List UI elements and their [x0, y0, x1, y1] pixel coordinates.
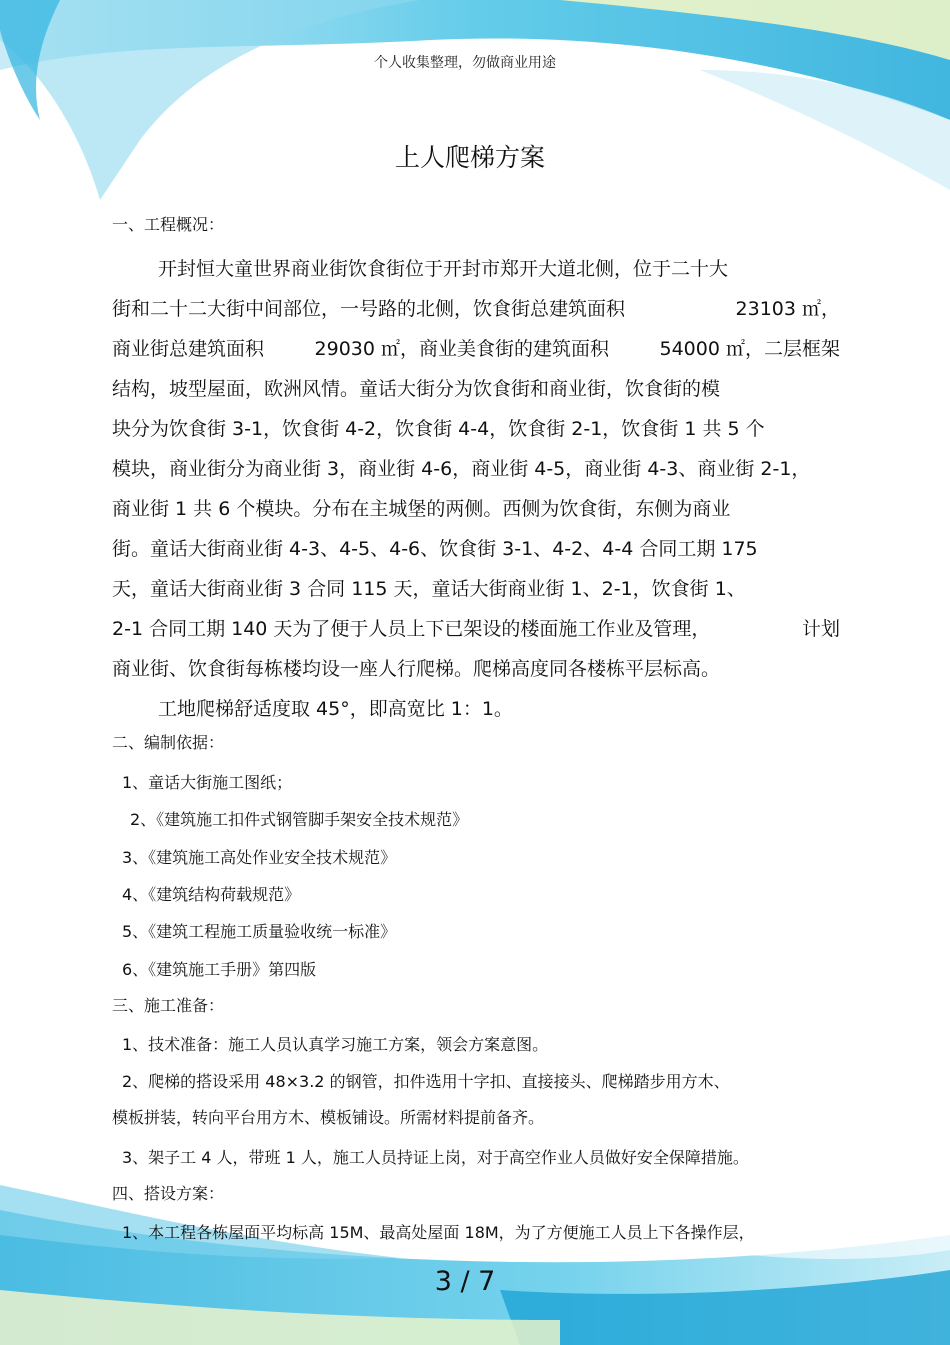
- paragraph-line: 开封恒大童世界商业街饮食街位于开封市郑开大道北侧，位于二十大: [158, 258, 729, 280]
- text-segment: 54000 ㎡，二层框架: [659, 338, 840, 360]
- paragraph-line: 商业街、饮食街每栋楼均设一座人行爬梯。爬梯高度同各楼栋平层标高。: [112, 658, 721, 680]
- list-item: 1、技术准备：施工人员认真学习施工方案，领会方案意图。: [122, 1035, 549, 1054]
- paragraph-line: 商业街 1 共 6 个模块。分布在主城堡的两侧。西侧为饮食街，东侧为商业: [112, 498, 731, 520]
- paragraph-line: 结构，坡型屋面，欧洲风情。童话大街分为饮食街和商业街，饮食街的模: [112, 378, 721, 400]
- section-heading-plan: 四、搭设方案：: [112, 1184, 225, 1203]
- list-item-continuation: 模板拼装，转向平台用方木、模板铺设。所需材料提前备齐。: [112, 1108, 545, 1127]
- text-segment: 商业街总建筑面积: [112, 338, 265, 360]
- list-item: 1、本工程各栋屋面平均标高 15M、最高处屋面 18M，为了方便施工人员上下各操作层，: [122, 1223, 755, 1242]
- list-item: 6、《建筑施工手册》第四版: [122, 960, 317, 979]
- page-title: 上人爬梯方案: [394, 143, 545, 172]
- section-heading-prep: 三、施工准备：: [112, 996, 225, 1015]
- section-heading-overview: 一、工程概况：: [112, 215, 225, 234]
- list-item: 2、《建筑施工扣件式钢管脚手架安全技术规范》: [130, 810, 469, 829]
- list-item: 1、童话大街施工图纸；: [122, 773, 293, 792]
- paragraph-line: [112, 614, 840, 641]
- text-segment: 29030 ㎡，商业美食街的建筑面积: [314, 338, 609, 360]
- paragraph-line: 模块，商业街分为商业街 3，商业街 4-6，商业街 4-5，商业街 4-3、商业街 2-1，: [112, 458, 811, 480]
- list-item: 4、《建筑结构荷载规范》: [122, 885, 301, 904]
- list-item: 2、爬梯的搭设采用 48×3.2 的钢管，扣件选用十字扣、直接接头、爬梯踏步用方木、: [122, 1072, 730, 1091]
- list-item: 3、架子工 4 人，带班 1 人，施工人员持证上岗，对于高空作业人员做好安全保障措施。: [122, 1148, 749, 1167]
- text-segment: 23103 ㎡，: [735, 298, 840, 320]
- paragraph-line: 街。童话大街商业街 4-3、4-5、4-6、饮食街 3-1、4-2、4-4 合同工期 175: [112, 538, 758, 560]
- text-segment: 街和二十二大街中间部位，一号路的北侧，饮食街总建筑面积: [112, 298, 626, 320]
- list-item: 5、《建筑工程施工质量验收统一标准》: [122, 922, 397, 941]
- header-note: 个人收集整理，勿做商业用途: [374, 55, 556, 71]
- text-segment: 2-1 合同工期 140 天为了便于人员上下已架设的楼面施工作业及管理，: [112, 618, 711, 640]
- paragraph-line: 天，童话大街商业街 3 合同 115 天，童话大街商业街 1、2-1，饮食街 1、: [112, 578, 746, 600]
- paragraph-line: 工地爬梯舒适度取 45°，即高宽比 1：1。: [158, 698, 513, 720]
- list-item: 3、《建筑施工高处作业安全技术规范》: [122, 848, 397, 867]
- text-segment: 计划: [801, 618, 840, 640]
- paragraph-line: [112, 334, 840, 361]
- paragraph-line: [112, 294, 840, 321]
- paragraph-line: 块分为饮食街 3-1，饮食街 4-2，饮食街 4-4，饮食街 2-1，饮食街 1 共 5 个: [112, 418, 765, 440]
- page-number: 3 / 7: [434, 1266, 496, 1297]
- section-heading-basis: 二、编制依据：: [112, 733, 225, 752]
